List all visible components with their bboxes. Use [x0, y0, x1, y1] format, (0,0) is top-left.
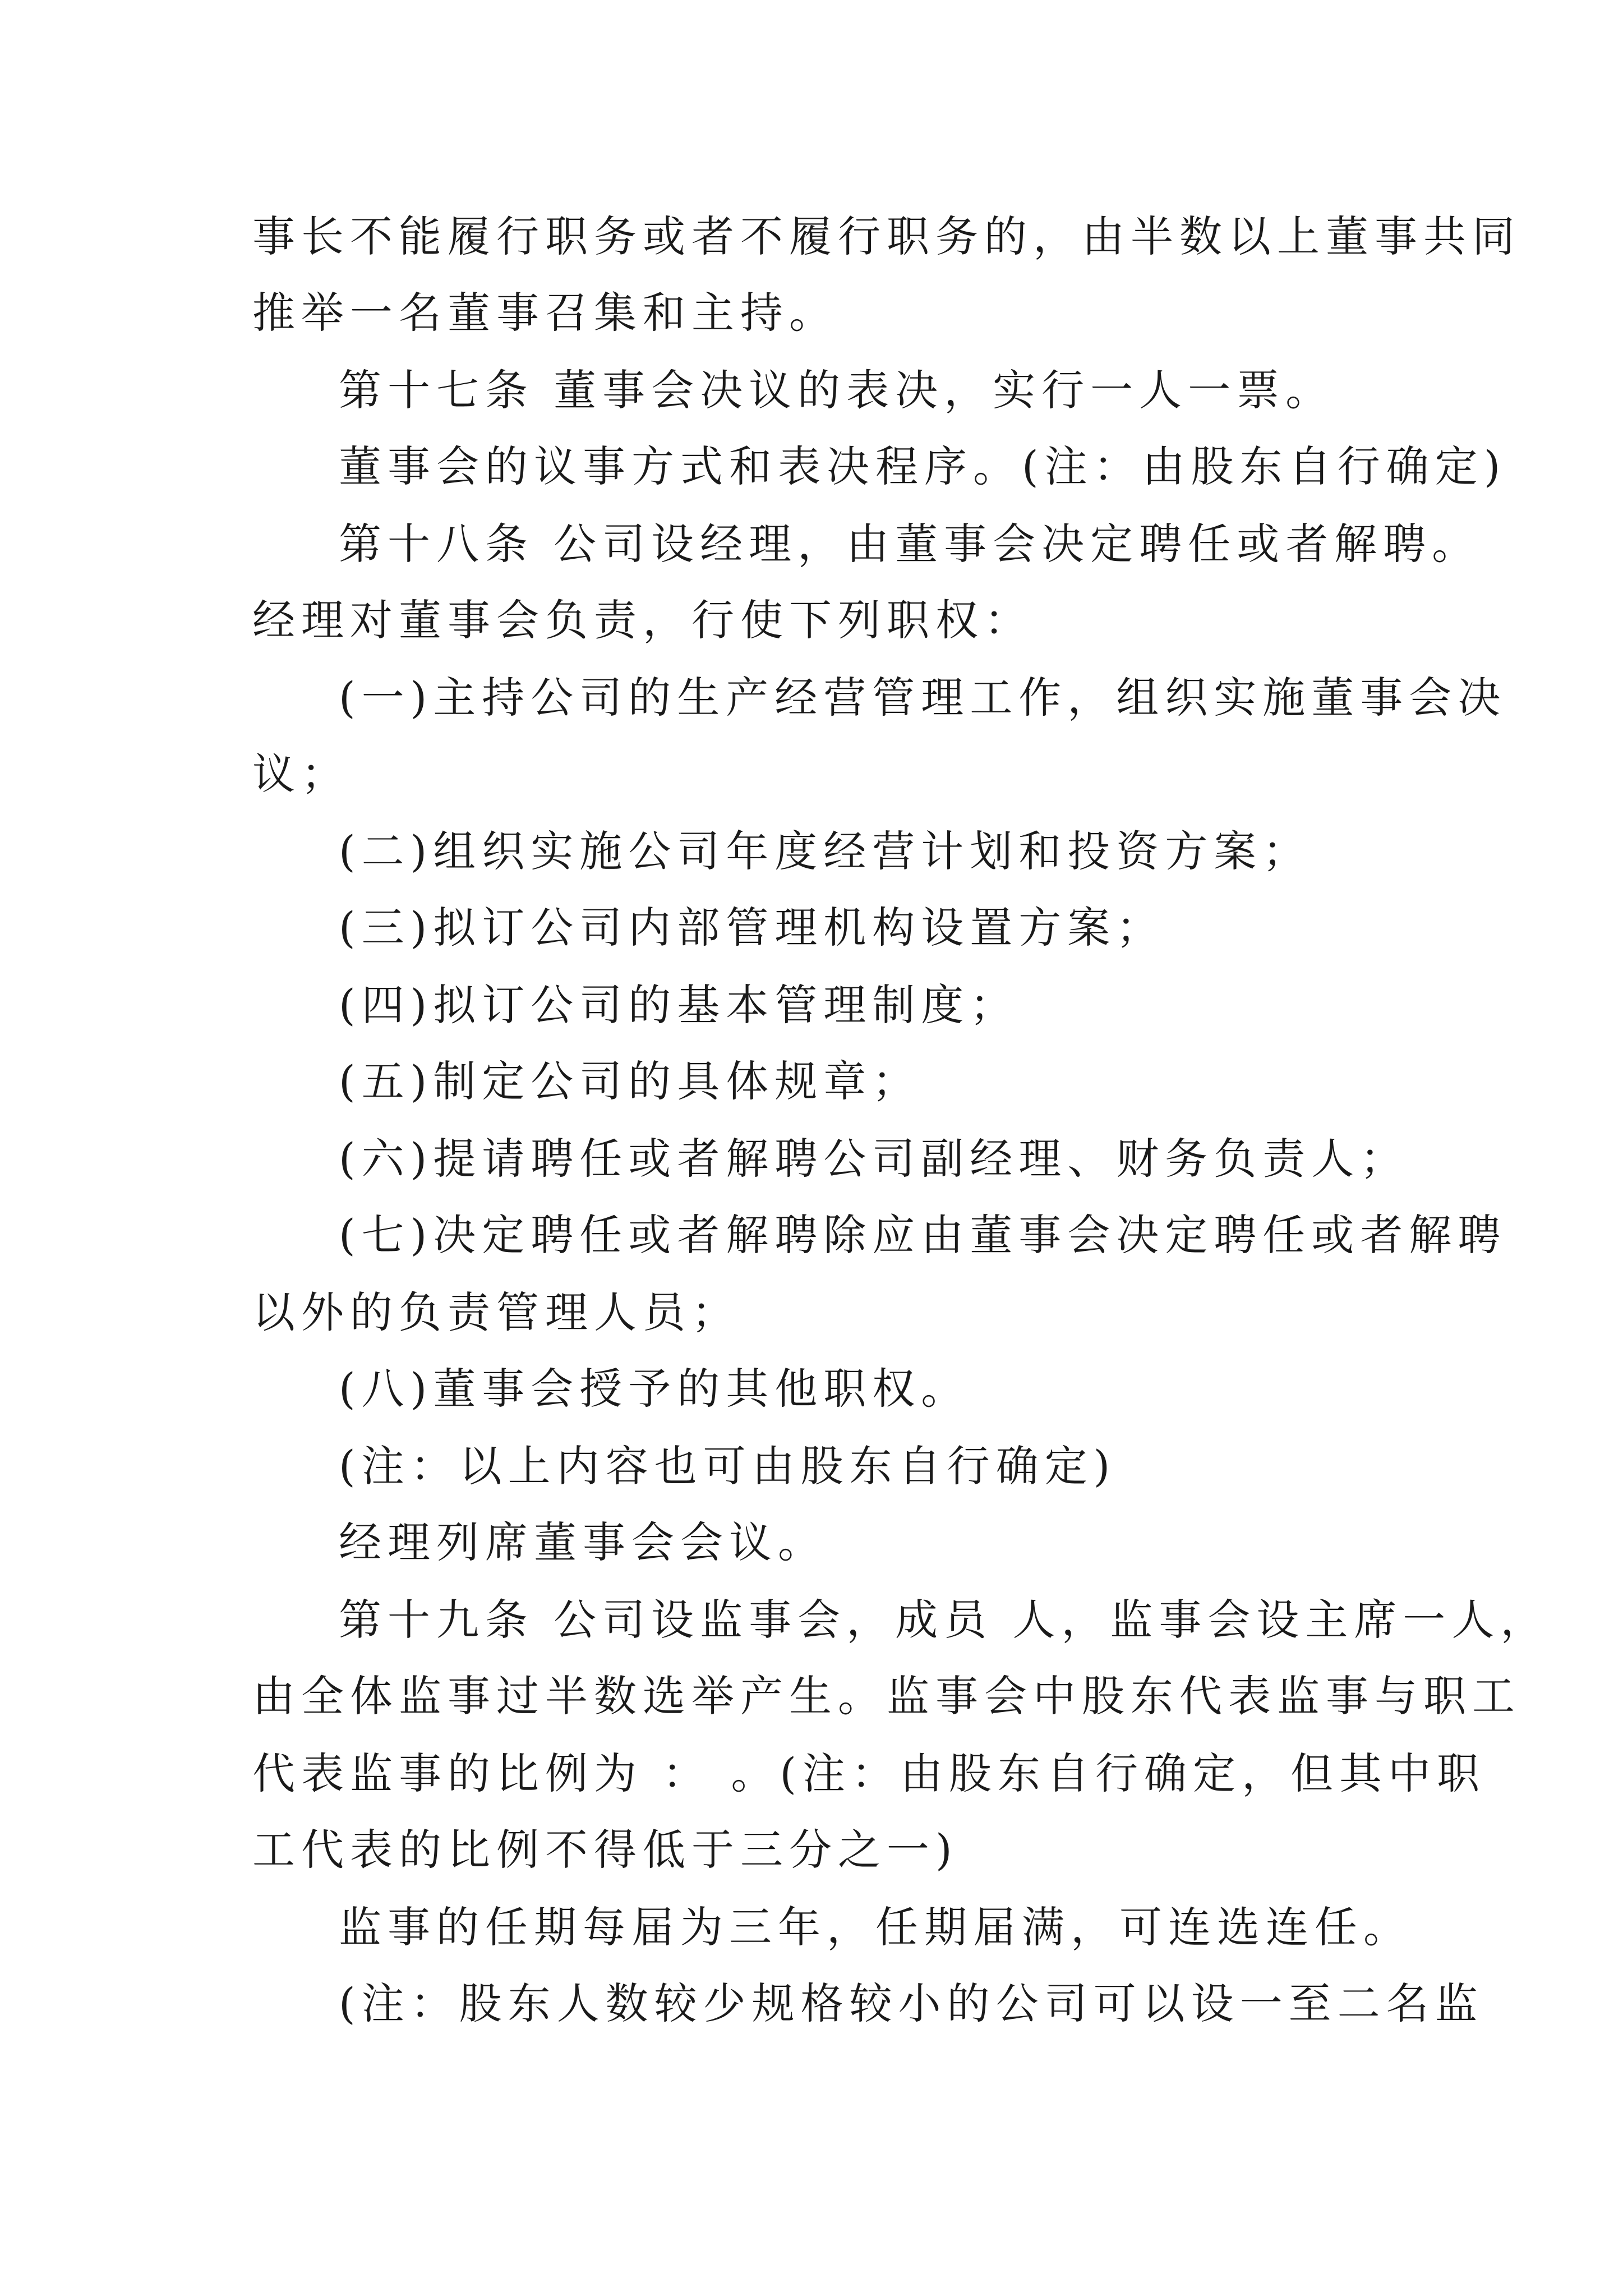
- article-18-line: 第十八条 公司设经理，由董事会决定聘任或者解聘。: [339, 519, 1481, 569]
- paragraph-line: 经理对董事会负责，行使下列职权：: [252, 595, 1033, 645]
- paragraph-line: 董事会的议事方式和表决程序。(注：由股东自行确定): [339, 441, 1507, 491]
- list-item-line: (五)制定公司的具体规章；: [339, 1056, 921, 1106]
- paragraph-line: 监事的任期每届为三年，任期届满，可连选连任。: [339, 1902, 1412, 1952]
- article-17-line: 第十七条 董事会决议的表决，实行一人一票。: [339, 365, 1335, 415]
- list-item-line: (七)决定聘任或者解聘除应由董事会决定聘任或者解聘: [339, 1210, 1507, 1260]
- paragraph-line: 由全体监事过半数选举产生。监事会中股东代表监事与职工: [252, 1671, 1521, 1721]
- list-item-line: 以外的负责管理人员；: [252, 1287, 740, 1337]
- list-item-line: (二)组织实施公司年度经营计划和投资方案；: [339, 826, 1312, 876]
- paragraph-line: 推举一名董事召集和主持。: [252, 288, 838, 338]
- list-item-line: (六)提请聘任或者解聘公司副经理、财务负责人；: [339, 1134, 1409, 1184]
- article-19-line: 第十九条 公司设监事会，成员 人，监事会设主席一人，: [339, 1595, 1550, 1645]
- list-item-line: (一)主持公司的生产经营管理工作，组织实施董事会决: [339, 673, 1507, 723]
- paragraph-line: 代表监事的比例为 ： 。(注：由股东自行确定，但其中职: [252, 1749, 1486, 1798]
- note-line: (注：以上内容也可由股东自行确定): [339, 1441, 1117, 1491]
- paragraph-line: 经理列席董事会会议。: [339, 1517, 827, 1567]
- note-line: (注：股东人数较少规格较小的公司可以设一至二名监: [339, 1978, 1484, 2028]
- list-item-line: (八)董事会授予的其他职权。: [339, 1364, 970, 1414]
- list-item-line: 议；: [252, 749, 350, 799]
- paragraph-line: 工代表的比例不得低于三分之一): [252, 1825, 958, 1875]
- list-item-line: (三)拟订公司内部管理机构设置方案；: [339, 903, 1165, 953]
- paragraph-line: 事长不能履行职务或者不履行职务的，由半数以上董事共同: [252, 211, 1521, 261]
- list-item-line: (四)拟订公司的基本管理制度；: [339, 980, 1019, 1030]
